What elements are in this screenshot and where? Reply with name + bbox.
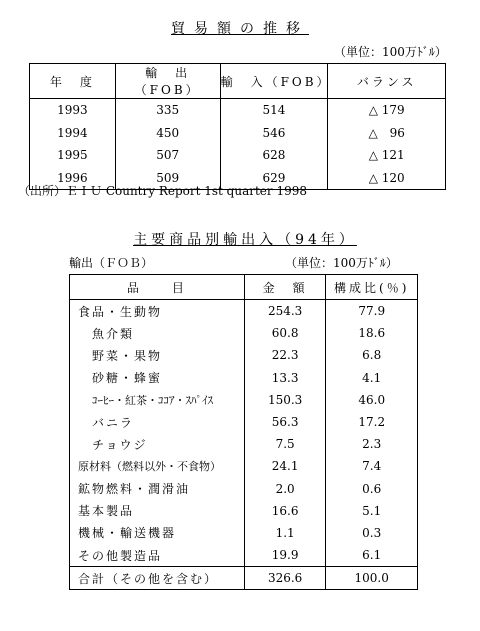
- balance-cell: △ 179: [328, 99, 446, 122]
- table-row: [70, 300, 418, 323]
- column-header: 品 目: [70, 275, 245, 300]
- table-header-row: [30, 64, 446, 99]
- amount-cell: 22.3: [244, 344, 326, 366]
- share-cell: 4.1: [326, 367, 418, 389]
- table-row: [30, 99, 446, 122]
- year-cell: 1993: [30, 99, 116, 122]
- table-row: [70, 544, 418, 567]
- table-header-row: [70, 275, 418, 300]
- import-cell: 628: [220, 144, 328, 167]
- amount-cell: 254.3: [244, 300, 326, 323]
- import-cell: 514: [220, 99, 328, 122]
- share-cell: 5.1: [326, 500, 418, 522]
- item-cell: その他製造品: [70, 544, 245, 567]
- balance-cell: △ 121: [328, 144, 446, 167]
- column-header: 金 額: [244, 275, 326, 300]
- table-row: [70, 411, 418, 433]
- table2-caption: 輸出（ＦＯＢ）: [69, 256, 154, 270]
- share-cell: 6.8: [326, 344, 418, 366]
- export-cell: 507: [115, 144, 220, 167]
- table-row: [70, 478, 418, 500]
- table-row: [70, 367, 418, 389]
- import-cell: 546: [220, 122, 328, 145]
- amount-cell: 16.6: [244, 500, 326, 522]
- item-cell: 砂糖・蜂蜜: [70, 367, 245, 389]
- column-header: 年 度: [30, 64, 116, 99]
- trade-balance-table: [29, 63, 446, 190]
- total-amount-cell: 326.6: [244, 567, 326, 590]
- export-cell: 509: [115, 167, 220, 190]
- year-cell: 1996: [30, 167, 116, 190]
- share-cell: 2.3: [326, 433, 418, 455]
- amount-cell: 1.1: [244, 522, 326, 544]
- amount-cell: 60.8: [244, 322, 326, 344]
- amount-cell: 24.1: [244, 455, 326, 477]
- amount-cell: 56.3: [244, 411, 326, 433]
- table-row: [70, 433, 418, 455]
- export-cell: 450: [115, 122, 220, 145]
- table2-title: 主要商品別輸出入（94年）: [133, 232, 357, 248]
- amount-cell: 19.9: [244, 544, 326, 567]
- table-row: [30, 144, 446, 167]
- share-cell: 7.4: [326, 455, 418, 477]
- item-cell: 野菜・果物: [70, 344, 245, 366]
- table1-title: 貿易額の推移: [171, 21, 309, 37]
- total-label-cell: 合計（その他を含む）: [70, 567, 245, 590]
- table-row: [30, 122, 446, 145]
- export-commodity-table: [69, 274, 418, 590]
- year-cell: 1995: [30, 144, 116, 167]
- item-cell: チョウジ: [70, 433, 245, 455]
- item-cell: 鉱物燃料・潤滑油: [70, 478, 245, 500]
- column-header: 構成比(％): [326, 275, 418, 300]
- share-cell: 0.6: [326, 478, 418, 500]
- balance-cell: △ 120: [328, 167, 446, 190]
- item-cell: ｺｰﾋｰ・紅茶・ｺｺｱ・ｽﾊﾟｲｽ: [70, 389, 245, 411]
- year-cell: 1994: [30, 122, 116, 145]
- balance-cell: △ 96: [328, 122, 446, 145]
- item-cell: 魚介類: [70, 322, 245, 344]
- table-row: [70, 455, 418, 477]
- table-row: [70, 344, 418, 366]
- table-row: [70, 522, 418, 544]
- column-header: 輸 入（FOB）: [220, 64, 328, 99]
- amount-cell: 13.3: [244, 367, 326, 389]
- column-header: バランス: [328, 64, 446, 99]
- table-row: [70, 500, 418, 522]
- total-row: [70, 567, 418, 590]
- amount-cell: 2.0: [244, 478, 326, 500]
- table1-unit: （単位：100万ﾄﾞﾙ）: [334, 45, 447, 59]
- item-cell: バニラ: [70, 411, 245, 433]
- share-cell: 6.1: [326, 544, 418, 567]
- item-cell: 機械・輸送機器: [70, 522, 245, 544]
- table1-source: （出所）ＥＩＵ Country Report 1st quarter 1998: [18, 184, 307, 198]
- share-cell: 46.0: [326, 389, 418, 411]
- export-cell: 335: [115, 99, 220, 122]
- import-cell: 629: [220, 167, 328, 190]
- share-cell: 0.3: [326, 522, 418, 544]
- item-cell: 原材料（燃料以外・不食物）: [70, 455, 245, 477]
- total-share-cell: 100.0: [326, 567, 418, 590]
- column-header: 輸 出（FOB）: [115, 64, 220, 99]
- share-cell: 18.6: [326, 322, 418, 344]
- table-row: [70, 322, 418, 344]
- item-cell: 食品・生動物: [70, 300, 245, 323]
- share-cell: 77.9: [326, 300, 418, 323]
- table-row: [70, 389, 418, 411]
- amount-cell: 7.5: [244, 433, 326, 455]
- share-cell: 17.2: [326, 411, 418, 433]
- item-cell: 基本製品: [70, 500, 245, 522]
- amount-cell: 150.3: [244, 389, 326, 411]
- table2-unit: （単位：100万ﾄﾞﾙ）: [285, 256, 398, 270]
